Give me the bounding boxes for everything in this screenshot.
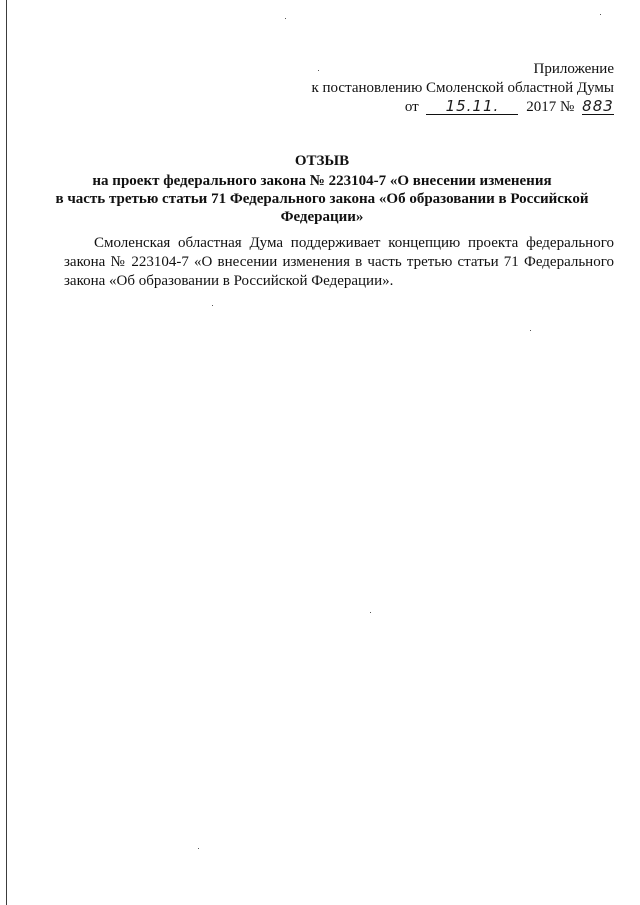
appendix-label: Приложение: [533, 61, 614, 77]
scan-speck: [370, 612, 371, 613]
page-edge-line: [6, 0, 7, 905]
appendix-date-row: [311, 98, 614, 117]
number-sign: №: [559, 99, 575, 115]
scan-speck: [212, 305, 213, 306]
appendix-resolution-line: к постановлению Смоленской областной Думы: [311, 80, 614, 96]
review-body-paragraph: Смоленская областная Дума поддерживает концепцию проекта федерального закона № 223104-7 «О внесении изменения в часть третью статьи 71 Федерального закона «Об образовании в Российской Федерации».: [64, 235, 614, 289]
appendix-year: 2017: [526, 99, 557, 115]
scan-speck: [530, 330, 531, 331]
scan-speck: [600, 14, 601, 15]
review-title: ОТЗЫВ: [294, 153, 350, 169]
date-prefix: от: [404, 99, 419, 115]
scan-speck: [285, 18, 286, 19]
appendix-block: [311, 60, 614, 117]
handwritten-number: 883: [582, 97, 614, 115]
scan-speck: [198, 848, 199, 849]
review-subtitle-line-3: Федерации»: [280, 209, 364, 225]
handwritten-date: 15.11.: [426, 99, 518, 115]
review-subtitle-line-2: в часть третью статьи 71 Федерального закона «Об образовании в Российской: [55, 191, 589, 207]
review-title-block: [30, 152, 614, 226]
review-subtitle-line-1: на проект федерального закона № 223104-7 «О внесении изменения: [92, 173, 552, 189]
scan-speck: [318, 70, 319, 71]
